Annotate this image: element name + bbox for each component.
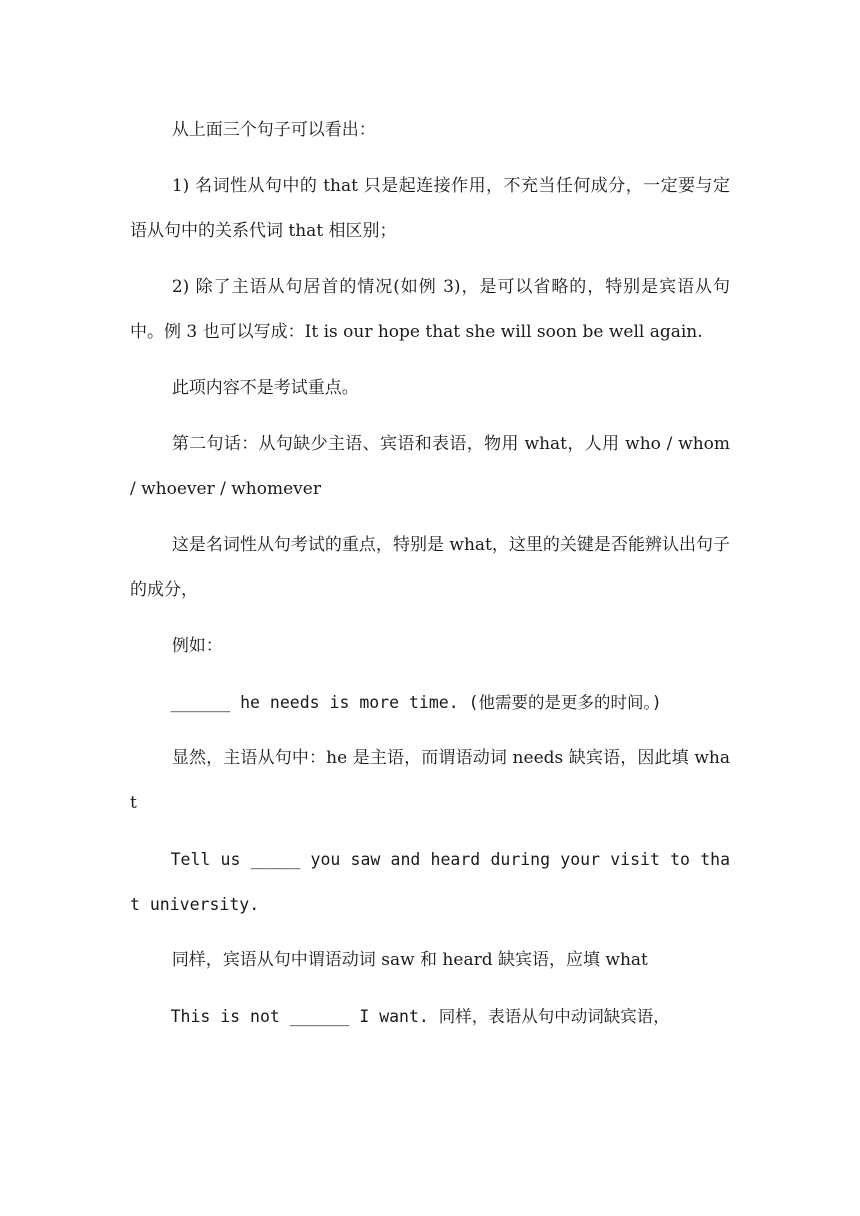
paragraph-2: 1) 名词性从句中的 that 只是起连接作用，不充当任何成分，一定要与定语从句中的关系代词 that 相区别； bbox=[130, 176, 730, 241]
paragraph-12: This is not ______ I want. 同样，表语从句中动词缺宾语， bbox=[170, 1007, 670, 1026]
paragraph-1: 从上面三个句子可以看出： bbox=[171, 120, 376, 140]
paragraph-8: ______ he needs is more time. (他需要的是更多的时间。) bbox=[170, 693, 662, 712]
paragraph-4: 此项内容不是考试重点。 bbox=[171, 378, 359, 398]
paragraph-9: 显然，主语从句中：he 是主语，而谓语动词 needs 缺宾语，因此填 what bbox=[130, 748, 730, 813]
paragraph-5: 第二句话：从句缺少主语、宾语和表语，物用 what，人用 who / whom / whoever / whomever bbox=[130, 434, 730, 499]
paragraph-6: 这是名词性从句考试的重点，特别是 what，这里的关键是否能辨认出句子的成分， bbox=[130, 535, 730, 600]
document-body bbox=[130, 108, 730, 1050]
paragraph-10: Tell us _____ you saw and heard during your visit to that university. bbox=[130, 850, 730, 914]
paragraph-7: 例如： bbox=[171, 636, 223, 656]
paragraph-11: 同样，宾语从句中谓语动词 saw 和 heard 缺宾语，应填 what bbox=[171, 950, 648, 970]
paragraph-3: 2) 除了主语从句居首的情况(如例 3)，是可以省略的，特别是宾语从句中。例 3 也可以写成：It is our hope that she will soon be well again. bbox=[130, 277, 730, 342]
